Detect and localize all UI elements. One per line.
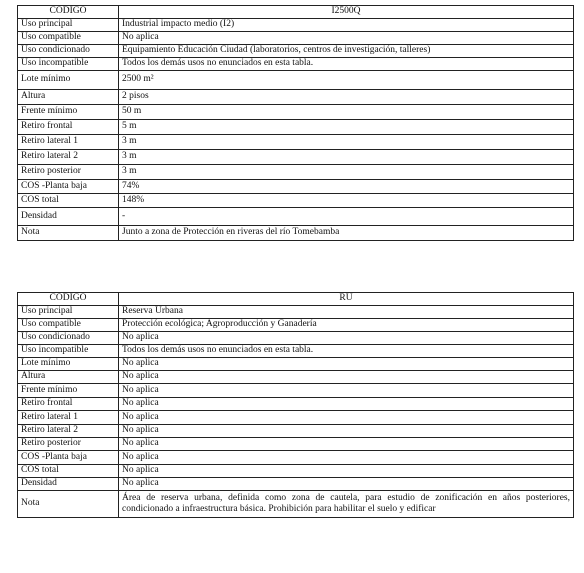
row-label: COS -Planta baja — [18, 180, 119, 194]
row-label: Altura — [18, 90, 119, 105]
table-row — [18, 120, 574, 135]
table-row — [18, 319, 574, 332]
table-row — [18, 90, 574, 105]
table-row — [18, 58, 574, 71]
table-header-row — [18, 293, 574, 306]
row-value: No aplica — [119, 32, 574, 45]
table-row — [18, 491, 574, 518]
table-row — [18, 45, 574, 58]
row-label: Uso incompatible — [18, 58, 119, 71]
row-label: Frente mínimo — [18, 384, 119, 398]
row-value: No aplica — [119, 438, 574, 451]
table-row — [18, 451, 574, 465]
row-label: COS total — [18, 194, 119, 208]
row-label: Densidad — [18, 478, 119, 491]
table-row — [18, 478, 574, 491]
table-row — [18, 194, 574, 208]
row-label: Retiro frontal — [18, 120, 119, 135]
table-row — [18, 135, 574, 150]
row-label: Uso principal — [18, 19, 119, 32]
table-row — [18, 71, 574, 90]
row-value: 3 m — [119, 165, 574, 180]
row-value: Todos los demás usos no enunciados en esta tabla. — [119, 58, 574, 71]
row-label: Retiro posterior — [18, 438, 119, 451]
table-row — [18, 208, 574, 226]
row-label: Uso compatible — [18, 319, 119, 332]
row-value: 74% — [119, 180, 574, 194]
row-value: No aplica — [119, 371, 574, 384]
zone-code: I2500Q — [119, 6, 574, 19]
table-row — [18, 398, 574, 411]
row-label: Retiro lateral 1 — [18, 411, 119, 425]
row-label: Frente mínimo — [18, 105, 119, 120]
row-value: No aplica — [119, 398, 574, 411]
row-value: No aplica — [119, 478, 574, 491]
row-value: Todos los demás usos no enunciados en esta tabla. — [119, 345, 574, 358]
table-row — [18, 150, 574, 165]
table-row — [18, 371, 574, 384]
row-label: Uso principal — [18, 306, 119, 319]
row-label: Altura — [18, 371, 119, 384]
table-row — [18, 465, 574, 478]
table-header-row — [18, 6, 574, 19]
row-label: Nota — [18, 491, 119, 518]
row-value: - — [119, 208, 574, 226]
row-label: Retiro posterior — [18, 165, 119, 180]
row-label: Retiro lateral 2 — [18, 425, 119, 438]
row-value: Junto a zona de Protección en riveras del río Tomebamba — [119, 226, 574, 241]
row-value: 148% — [119, 194, 574, 208]
row-label: Uso incompatible — [18, 345, 119, 358]
table-row — [18, 345, 574, 358]
row-value: Protección ecológica; Agroproducción y Ganadería — [119, 319, 574, 332]
table-row — [18, 105, 574, 120]
zoning-table-i2500q — [17, 5, 574, 241]
table-row — [18, 411, 574, 425]
row-value: 2500 m² — [119, 71, 574, 90]
zone-code: RU — [119, 293, 574, 306]
row-label: Uso condicionado — [18, 332, 119, 345]
header-label: CÓDIGO — [18, 293, 119, 306]
row-label: Retiro lateral 2 — [18, 150, 119, 165]
row-label: Nota — [18, 226, 119, 241]
header-label: CÓDIGO — [18, 6, 119, 19]
row-value: 3 m — [119, 150, 574, 165]
row-value: No aplica — [119, 384, 574, 398]
row-value: Equipamiento Educación Ciudad (laboratorios, centros de investigación, talleres) — [119, 45, 574, 58]
table-row — [18, 332, 574, 345]
row-value: No aplica — [119, 358, 574, 371]
zoning-table-ru — [17, 292, 574, 518]
table-row — [18, 438, 574, 451]
row-value: 3 m — [119, 135, 574, 150]
row-value: No aplica — [119, 411, 574, 425]
table-row — [18, 226, 574, 241]
row-value: Área de reserva urbana, definida como zona de cautela, para estudio de zonificación en años posteriores, condicionado a infraestructura básica. Prohibición para habilitar el suelo y edificar — [119, 491, 574, 518]
row-label: Retiro lateral 1 — [18, 135, 119, 150]
row-label: Lote mínimo — [18, 71, 119, 90]
row-value: Industrial impacto medio (I2) — [119, 19, 574, 32]
row-value: 50 m — [119, 105, 574, 120]
table-row — [18, 384, 574, 398]
row-value: 5 m — [119, 120, 574, 135]
table-row — [18, 19, 574, 32]
row-label: Uso condicionado — [18, 45, 119, 58]
row-value: No aplica — [119, 332, 574, 345]
row-label: Retiro frontal — [18, 398, 119, 411]
table-row — [18, 180, 574, 194]
row-label: COS total — [18, 465, 119, 478]
row-label: COS -Planta baja — [18, 451, 119, 465]
row-label: Uso compatible — [18, 32, 119, 45]
row-value: Reserva Urbana — [119, 306, 574, 319]
row-value: No aplica — [119, 451, 574, 465]
row-value: No aplica — [119, 465, 574, 478]
table-row — [18, 165, 574, 180]
row-value: No aplica — [119, 425, 574, 438]
row-value: 2 pisos — [119, 90, 574, 105]
table-row — [18, 32, 574, 45]
row-label: Lote mínimo — [18, 358, 119, 371]
table-row — [18, 358, 574, 371]
row-label: Densidad — [18, 208, 119, 226]
table-row — [18, 425, 574, 438]
table-row — [18, 306, 574, 319]
